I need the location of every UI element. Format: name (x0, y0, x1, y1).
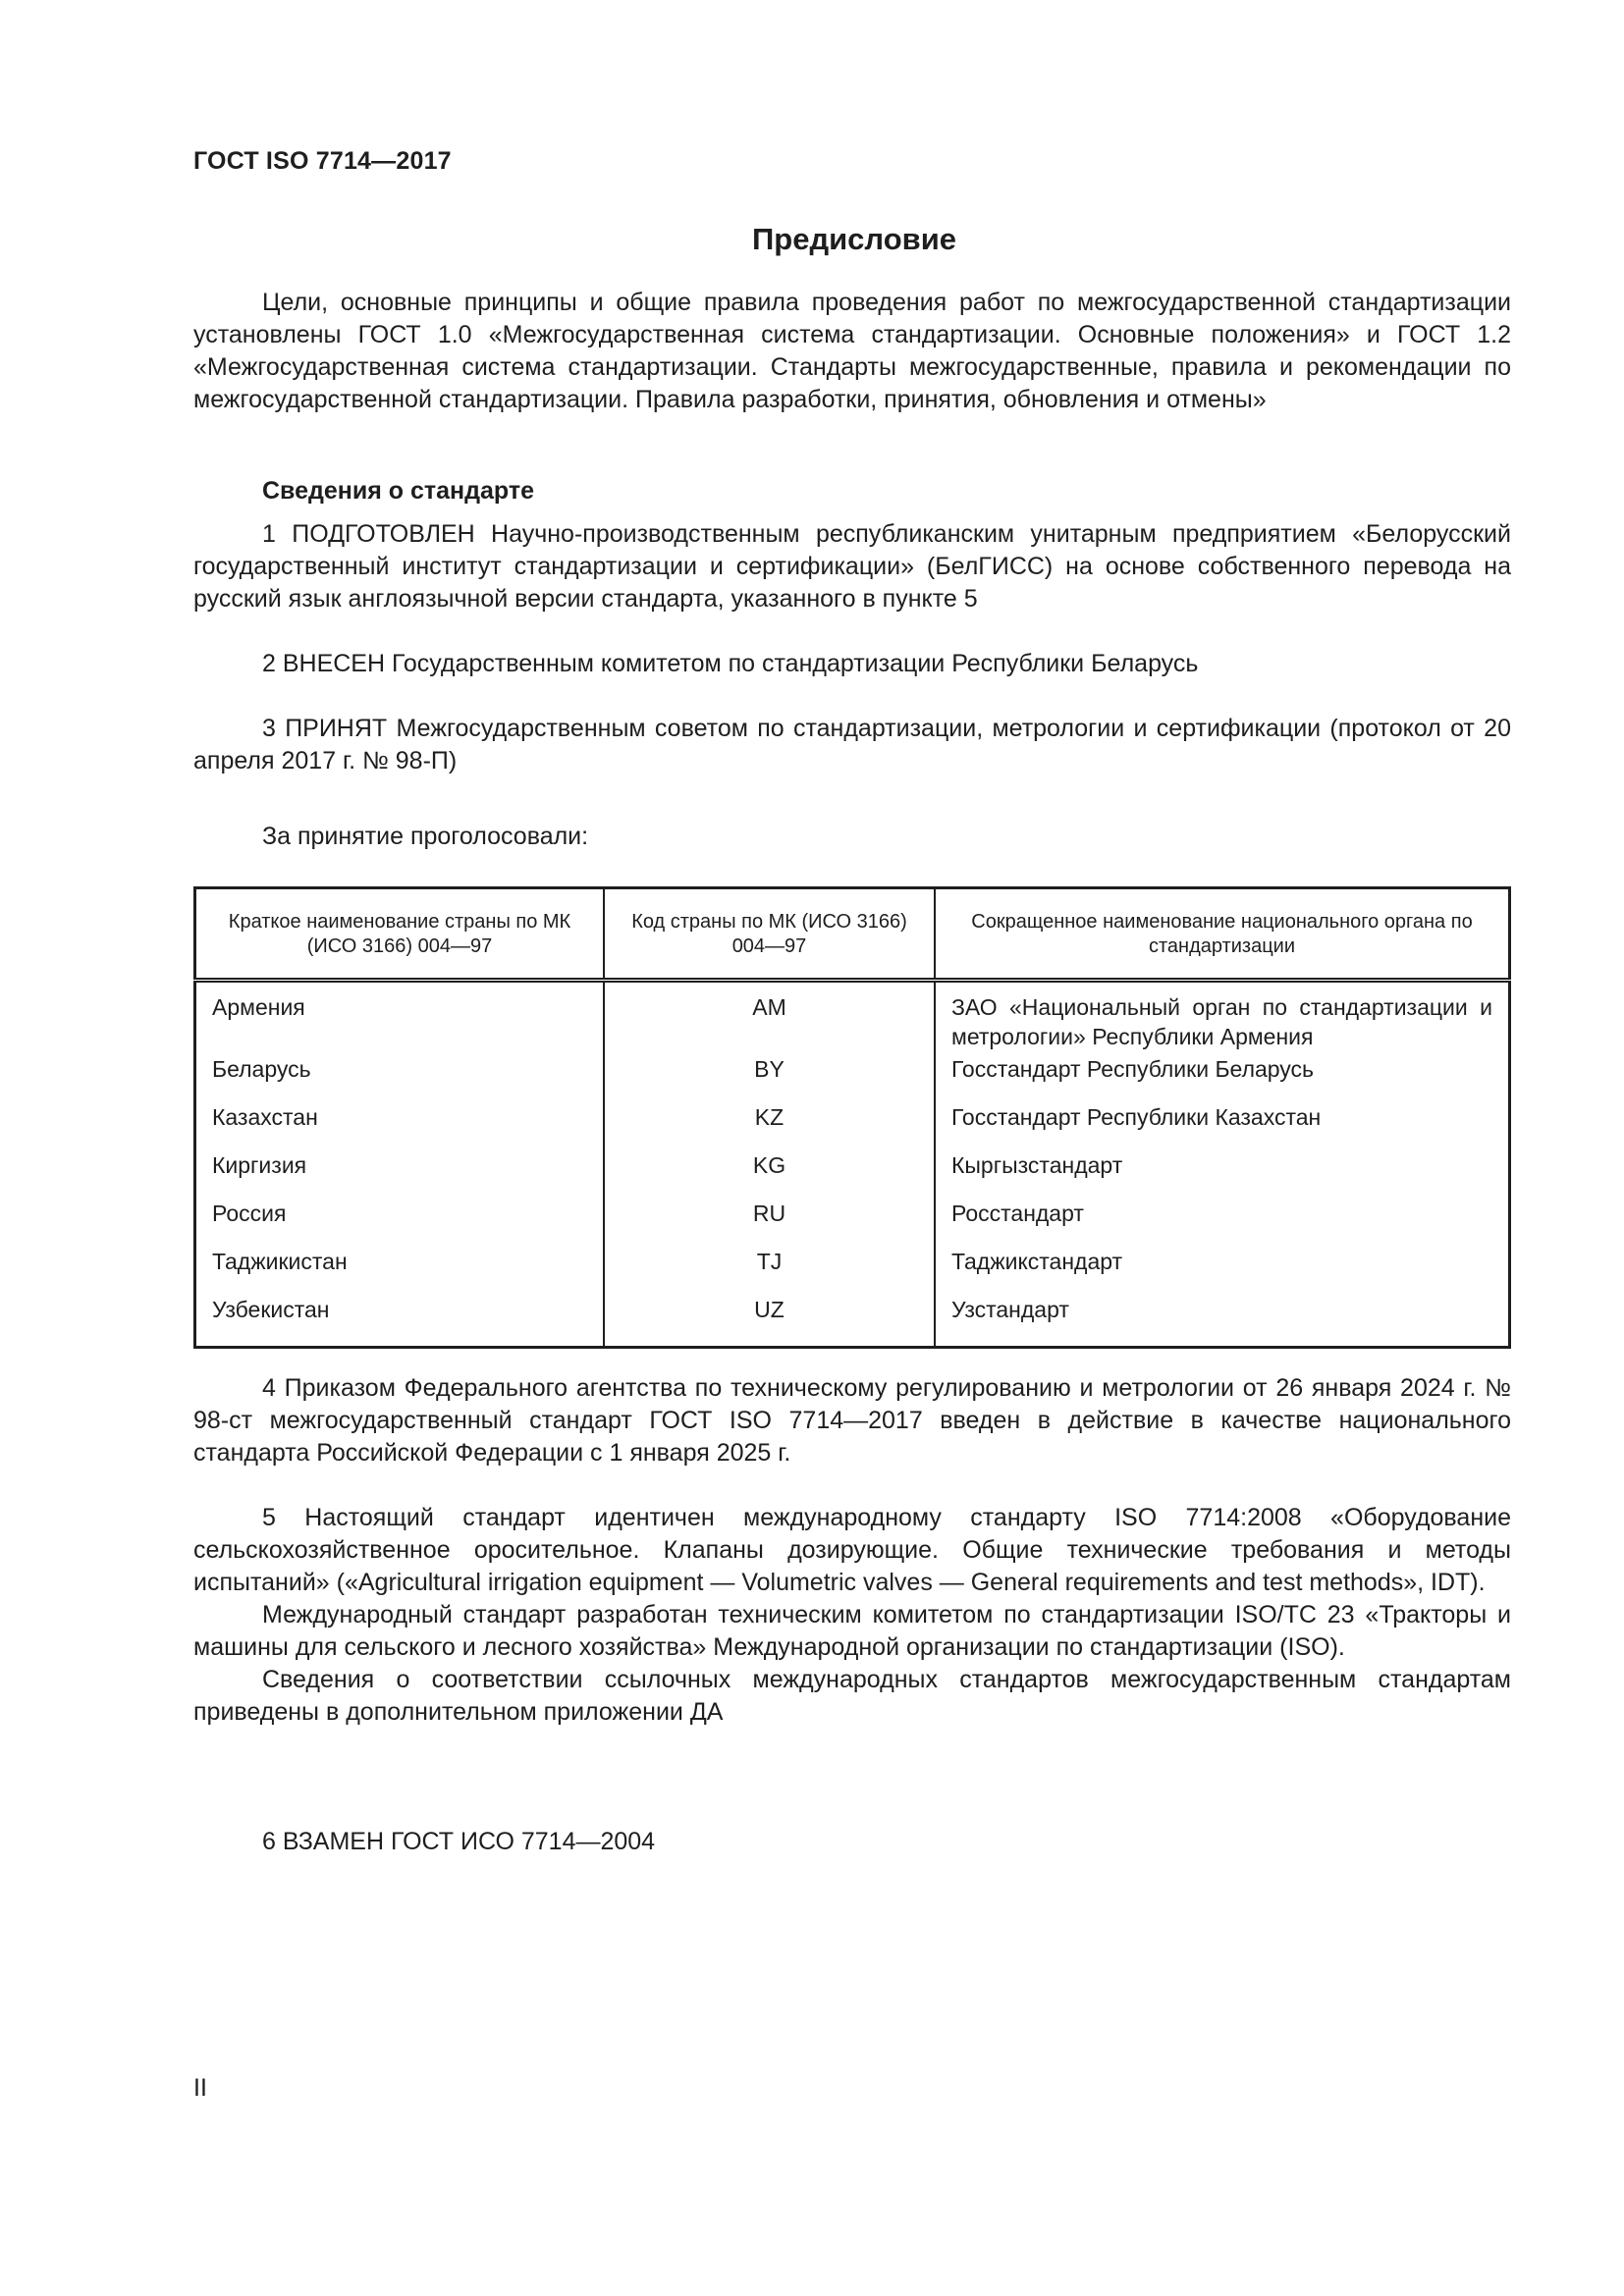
voting-countries-table (193, 886, 1511, 1349)
header-country-name: Краткое наименование страны по МК (ИСО 3166) 004—97 (195, 888, 605, 981)
table-row (195, 1148, 1510, 1196)
cell-code: TJ (604, 1244, 935, 1292)
cell-code: KG (604, 1148, 935, 1196)
item-5-annex-reference: Сведения о соответствии ссылочных международных стандартов межгосударственным стандартам приведены в дополнительном приложении ДА (193, 1666, 1511, 1726)
cell-country: Казахстан (212, 1104, 318, 1130)
item-1-block (193, 518, 1511, 615)
header-standards-body: Сокращенное наименование национального органа по стандартизации (935, 888, 1510, 981)
page-number: II (193, 2074, 207, 2102)
voted-label-block (193, 821, 1511, 853)
table-row (195, 1196, 1510, 1244)
cell-code: AM (604, 981, 935, 1052)
item-4-order: 4 Приказом Федерального агентства по техническому регулированию и метрологии от 26 января 2024 г. № 98-ст межгосударственный стандарт ГОСТ ISO 7714—2017 введен в действие в качестве национального стандарта Российской Федерации с 1 января 2025 г. (193, 1374, 1511, 1467)
intro-paragraph: Цели, основные принципы и общие правила проведения работ по межгосударственной стандартизации установлены ГОСТ 1.0 «Межгосударственная система стандартизации. Основные положения» и ГОСТ 1.2 «Межгосударственная система стандартизации. Стандарты межгосударственные, правила и рекомендации по межгосударственной стандартизации. Правила разработки, принятия, обновления и отмены» (193, 289, 1511, 413)
cell-code: BY (604, 1051, 935, 1099)
table-row (195, 1051, 1510, 1099)
cell-code: RU (604, 1196, 935, 1244)
header-country-code: Код страны по МК (ИСО 3166) 004—97 (604, 888, 935, 981)
cell-country: Киргизия (212, 1152, 307, 1178)
cell-body: Таджикстандарт (935, 1244, 1510, 1292)
cell-body: Узстандарт (935, 1292, 1510, 1348)
item-5-identical: 5 Настоящий стандарт идентичен международному стандарту ISO 7714:2008 «Оборудование сельскохозяйственное оросительное. Клапаны дозирующие. Общие технические требования и методы испытаний» («Agricultural irrigation equipment — Volumetric valves — General requirements and test methods», IDT). (193, 1504, 1511, 1596)
table-row (195, 1292, 1510, 1348)
cell-country: Беларусь (212, 1056, 311, 1082)
page-title: Предисловие (751, 222, 956, 256)
item-3-block (193, 713, 1511, 777)
section-heading: Сведения о стандарте (262, 477, 535, 505)
item-4-block (193, 1372, 1511, 1469)
cell-country: Таджикистан (212, 1249, 348, 1274)
table-row (195, 981, 1510, 1052)
table-header-row (195, 888, 1510, 981)
table-row (195, 1099, 1510, 1148)
cell-code: KZ (604, 1099, 935, 1148)
document-code: ГОСТ ISO 7714—2017 (193, 147, 452, 175)
item-2-block (193, 648, 1511, 680)
cell-body: Госстандарт Республики Беларусь (935, 1051, 1510, 1099)
voted-label: За принятие проголосовали: (262, 823, 589, 850)
item-3-adopted: 3 ПРИНЯТ Межгосударственным советом по стандартизации, метрологии и сертификации (протокол от 20 апреля 2017 г. № 98-П) (193, 715, 1511, 774)
cell-country: Узбекистан (212, 1297, 330, 1322)
intro-block (193, 287, 1511, 416)
cell-body: Госстандарт Республики Казахстан (935, 1099, 1510, 1148)
table-row (195, 1244, 1510, 1292)
cell-body: ЗАО «Национальный орган по стандартизации и метрологии» Республики Армения (935, 981, 1510, 1052)
standard-info-block (193, 475, 1511, 507)
item-5-block (193, 1502, 1511, 1729)
cell-country: Армения (212, 994, 305, 1020)
item-2-submitted: 2 ВНЕСЕН Государственным комитетом по стандартизации Республики Беларусь (262, 650, 1199, 677)
cell-country: Россия (212, 1201, 287, 1226)
cell-code: UZ (604, 1292, 935, 1348)
item-5-committee: Международный стандарт разработан техническим комитетом по стандартизации ISO/TC 23 «Тракторы и машины для сельского и лесного хозяйства» Международной организации по стандартизации (ISO). (193, 1601, 1511, 1661)
item-1-prepared: 1 ПОДГОТОВЛЕН Научно-производственным республиканским унитарным предприятием «Белорусский государственный институт стандартизации и сертификации» (БелГИСС) на основе собственного перевода на русский язык англоязычной версии стандарта, указанного в пункте 5 (193, 520, 1511, 613)
cell-body: Кыргызстандарт (935, 1148, 1510, 1196)
item-6-replaces: 6 ВЗАМЕН ГОСТ ИСО 7714—2004 (262, 1828, 656, 1855)
cell-body: Росстандарт (935, 1196, 1510, 1244)
item-6-block (193, 1826, 1511, 1858)
